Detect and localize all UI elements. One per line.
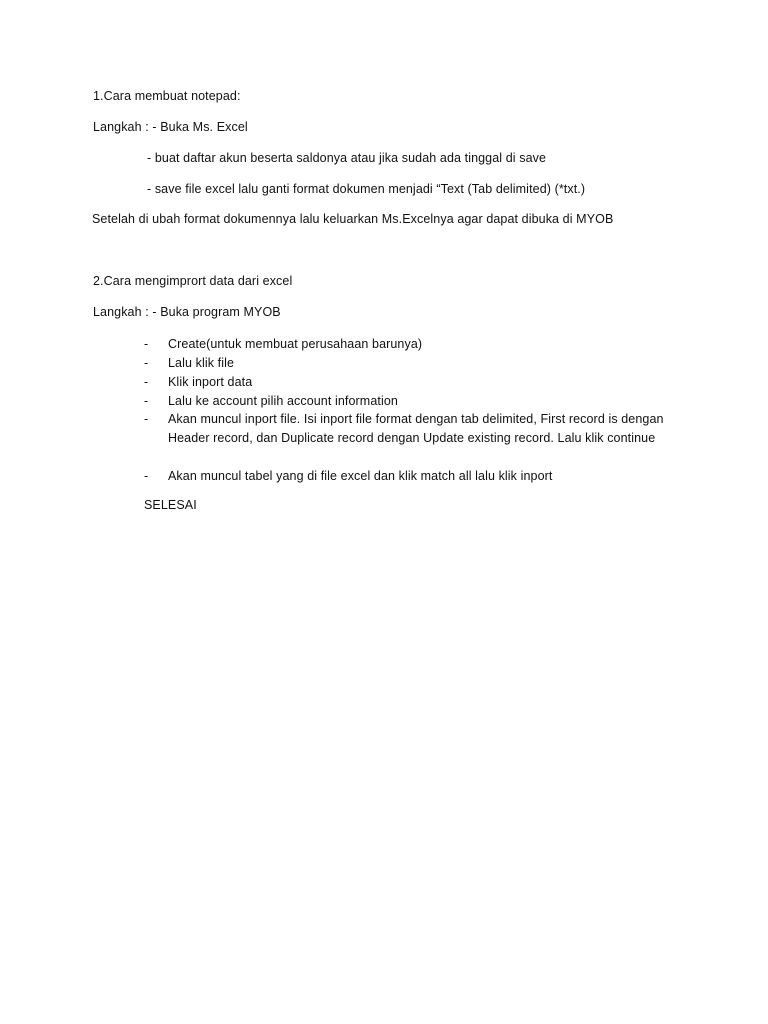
list-dash: - — [144, 337, 149, 351]
list-item-text: Akan muncul tabel yang di file excel dan klik match all lalu klik inport — [168, 469, 553, 483]
list-item — [144, 467, 704, 486]
section1-sub-step-1: - buat daftar akun beserta saldonya atau jika sudah ada tinggal di save — [147, 151, 547, 165]
list-dash: - — [144, 356, 149, 370]
list-item-text: Create(untuk membuat perusahaan barunya) — [168, 337, 423, 351]
section1-heading: 1.Cara membuat notepad: — [93, 89, 241, 103]
list-item — [144, 373, 704, 392]
list-item — [144, 335, 704, 354]
finish-label: SELESAI — [144, 498, 197, 512]
list-item-text: Klik inport data — [168, 375, 253, 389]
list-dash: - — [144, 375, 149, 389]
section1-sub-step-2: - save file excel lalu ganti format dokumen menjadi “Text (Tab delimited) (*txt.) — [147, 182, 586, 196]
list-item-text: Lalu klik file — [168, 356, 235, 370]
section1-step-label: Langkah : - Buka Ms. Excel — [93, 120, 248, 134]
list-dash: - — [144, 394, 149, 408]
list-item — [144, 410, 664, 448]
list-item — [144, 392, 704, 411]
list-item-text: Akan muncul inport file. Isi inport file format dengan tab delimited, First record is dengan Header record, dan Duplicate record dengan Update existing record. Lalu klik continue — [168, 412, 664, 445]
list-dash: - — [144, 412, 149, 426]
section2-step-label: Langkah : - Buka program MYOB — [93, 305, 281, 319]
list-item — [144, 354, 704, 373]
section2-heading: 2.Cara mengimprort data dari excel — [93, 274, 293, 288]
section1-conclusion: Setelah di ubah format dokumennya lalu keluarkan Ms.Excelnya agar dapat dibuka di MYOB — [92, 212, 614, 226]
list-item-text: Lalu ke account pilih account information — [168, 394, 398, 408]
list-dash: - — [144, 469, 149, 483]
